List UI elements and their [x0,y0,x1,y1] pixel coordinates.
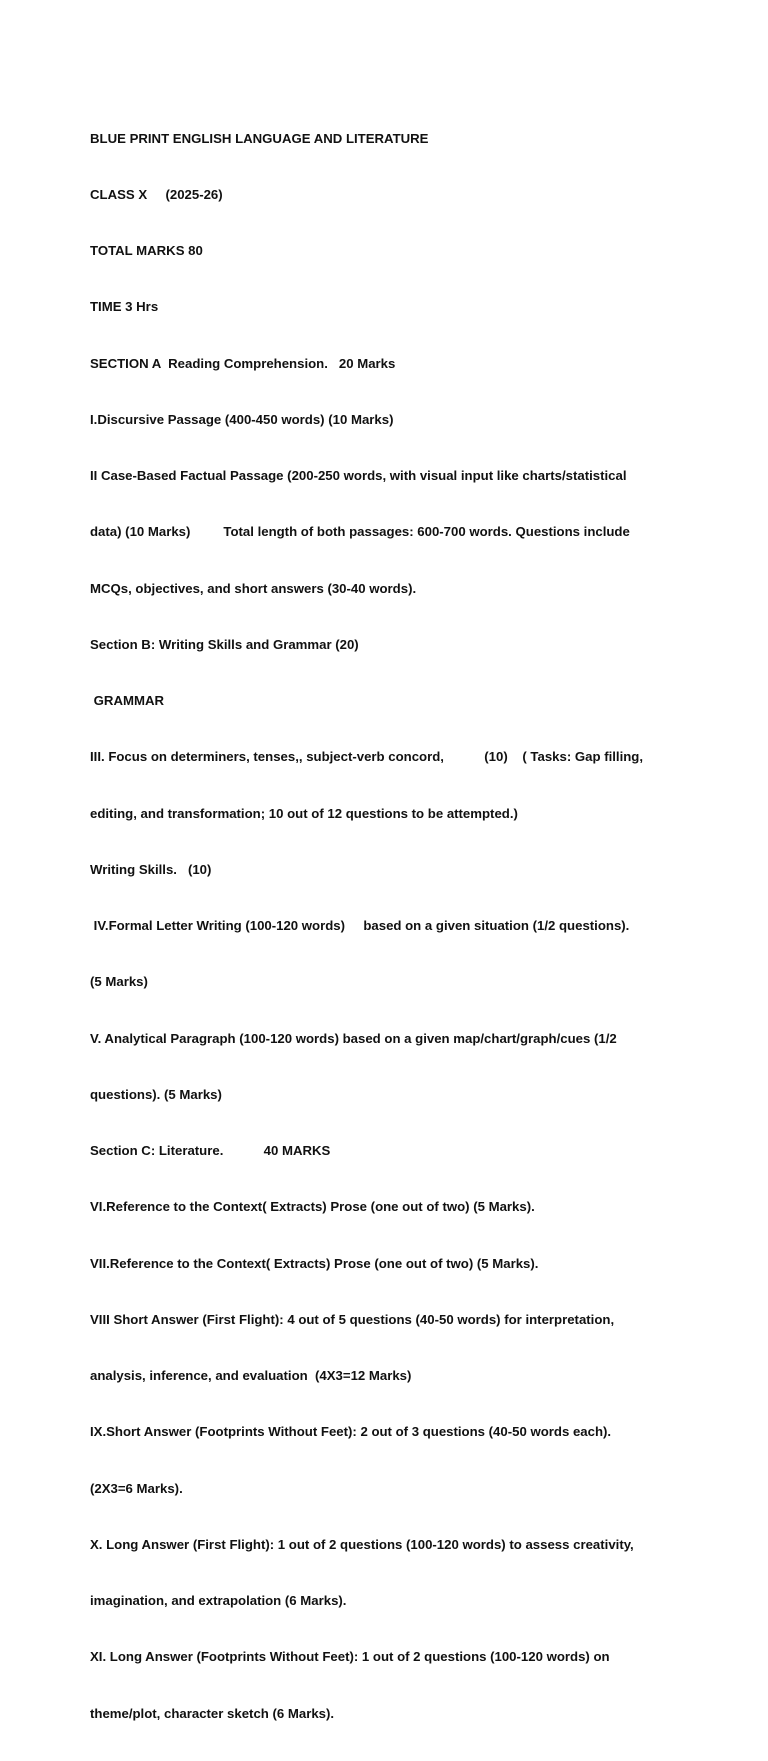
text-line: VIII Short Answer (First Flight): 4 out of 5 questions (40-50 words) for interpretation, [90,1311,615,1327]
text-line: III. Focus on determiners, tenses,, subject-verb concord, (10) ( Tasks: Gap filling, [90,749,644,765]
text-line: (2X3=6 Marks). [90,1480,183,1496]
text-line: VII.Reference to the Context( Extracts) Prose (one out of two) (5 Marks). [90,1255,539,1271]
text-line: IX.Short Answer (Footprints Without Feet): 2 out of 3 questions (40-50 words each). [90,1424,612,1440]
text-line: IV.Formal Letter Writing (100-120 words) based on a given situation (1/2 questions). [90,918,630,933]
text-line: XI. Long Answer (Footprints Without Feet): 1 out of 2 questions (100-120 words) on [90,1649,610,1665]
text-line: (5 Marks) [90,974,148,990]
text-line: I.Discursive Passage (400-450 words) (10 Marks) [90,411,394,427]
document-title: BLUE PRINT ENGLISH LANGUAGE AND LITERATURE [90,130,429,146]
class-line: CLASS X (2025-26) [90,186,223,202]
section-a-heading: SECTION A Reading Comprehension. 20 Marks [90,355,396,371]
text-line: questions). (5 Marks) [90,1086,222,1102]
grammar-heading: GRAMMAR [90,693,164,708]
text-line: editing, and transformation; 10 out of 12 questions to be attempted.) [90,805,518,821]
text-line: V. Analytical Paragraph (100-120 words) based on a given map/chart/graph/cues (1/2 [90,1030,617,1046]
text-line: data) (10 Marks) Total length of both passages: 600-700 words. Questions include [90,524,630,540]
section-c-heading: Section C: Literature. 40 MARKS [90,1143,331,1158]
text-line: X. Long Answer (First Flight): 1 out of 2 questions (100-120 words) to assess creativity, [90,1536,634,1552]
time-line: TIME 3 Hrs [90,299,159,315]
section-b-heading: Section B: Writing Skills and Grammar (20) [90,636,359,652]
text-line: analysis, inference, and evaluation (4X3=12 Marks) [90,1368,412,1383]
text-line: theme/plot, character sketch (6 Marks). [90,1705,335,1721]
text-line: MCQs, objectives, and short answers (30-40 words). [90,580,417,596]
writing-skills-heading: Writing Skills. (10) [90,861,212,877]
text-line: VI.Reference to the Context( Extracts) Prose (one out of two) (5 Marks). [90,1199,535,1215]
total-marks-line: TOTAL MARKS 80 [90,243,203,258]
text-line: imagination, and extrapolation (6 Marks). [90,1593,347,1608]
text-line: II Case-Based Factual Passage (200-250 words, with visual input like charts/statistical [90,468,627,483]
document-body [90,92,690,1761]
